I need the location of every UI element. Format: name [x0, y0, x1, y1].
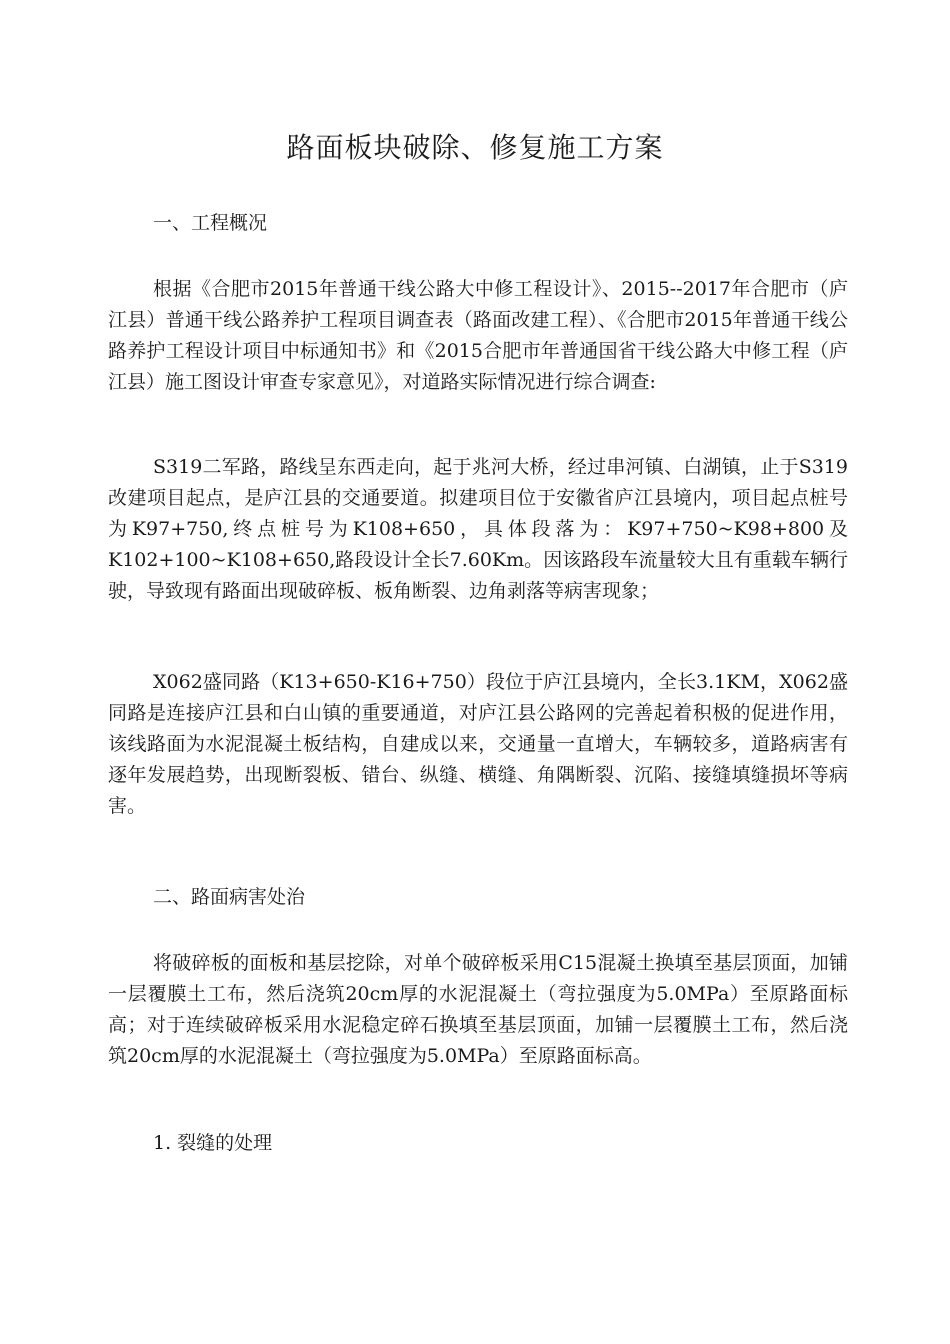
paragraph-basis: 根据《合肥市2015年普通干线公路大中修工程设计》、2015--2017年合肥市（庐江县）普通干线公路养护工程项目调查表（路面改建工程）、《合肥市2015年普通干线公路养护工程设计项目中标通知书》和《2015合肥市年普通国省干线公路大中修工程（庐江县）施工图设计审查专家意见》，对道路实际情况进行综合调查:: [108, 278, 848, 393]
paragraph-s319: S319二军路，路线呈东西走向，起于兆河大桥，经过串河镇、白湖镇，止于S319改建项目起点，是庐江县的交通要道。拟建项目位于安徽省庐江县境内，项目起点桩号为K97+750,终点桩号为K108+650，具体段落为：K97+750~K98+800及K102+100~K108+650,路段设计全长7.60Km。因该路段车流量较大且有重载车辆行驶，导致现有路面出现破碎板、板角断裂、边角剥落等病害现象；: [108, 456, 848, 602]
section-heading-overview: 一、工程概况: [153, 212, 268, 234]
subsection-heading-cracks: 1. 裂缝的处理: [153, 1132, 273, 1154]
document-title: 路面板块破除、修复施工方案: [286, 131, 664, 164]
paragraph-treatment: 将破碎板的面板和基层挖除，对单个破碎板采用C15混凝土换填至基层顶面，加铺一层覆膜土工布，然后浇筑20cm厚的水泥混凝土（弯拉强度为5.0MPa）至原路面标高；对于连续破碎板采用水泥稳定碎石换填至基层顶面，加铺一层覆膜土工布，然后浇筑20cm厚的水泥混凝土（弯拉强度为5.0MPa）至原路面标高。: [108, 952, 848, 1067]
paragraph-x062: X062盛同路（K13+650-K16+750）段位于庐江县境内，全长3.1KM，X062盛同路是连接庐江县和白山镇的重要通道，对庐江县公路网的完善起着积极的促进作用，该线路面为水泥混凝土板结构，自建成以来，交通量一直增大，车辆较多，道路病害有逐年发展趋势，出现断裂板、错台、纵缝、横缝、角隅断裂、沉陷、接缝填缝损坏等病害。: [108, 671, 848, 817]
section-heading-treatment: 二、路面病害处治: [153, 886, 306, 908]
